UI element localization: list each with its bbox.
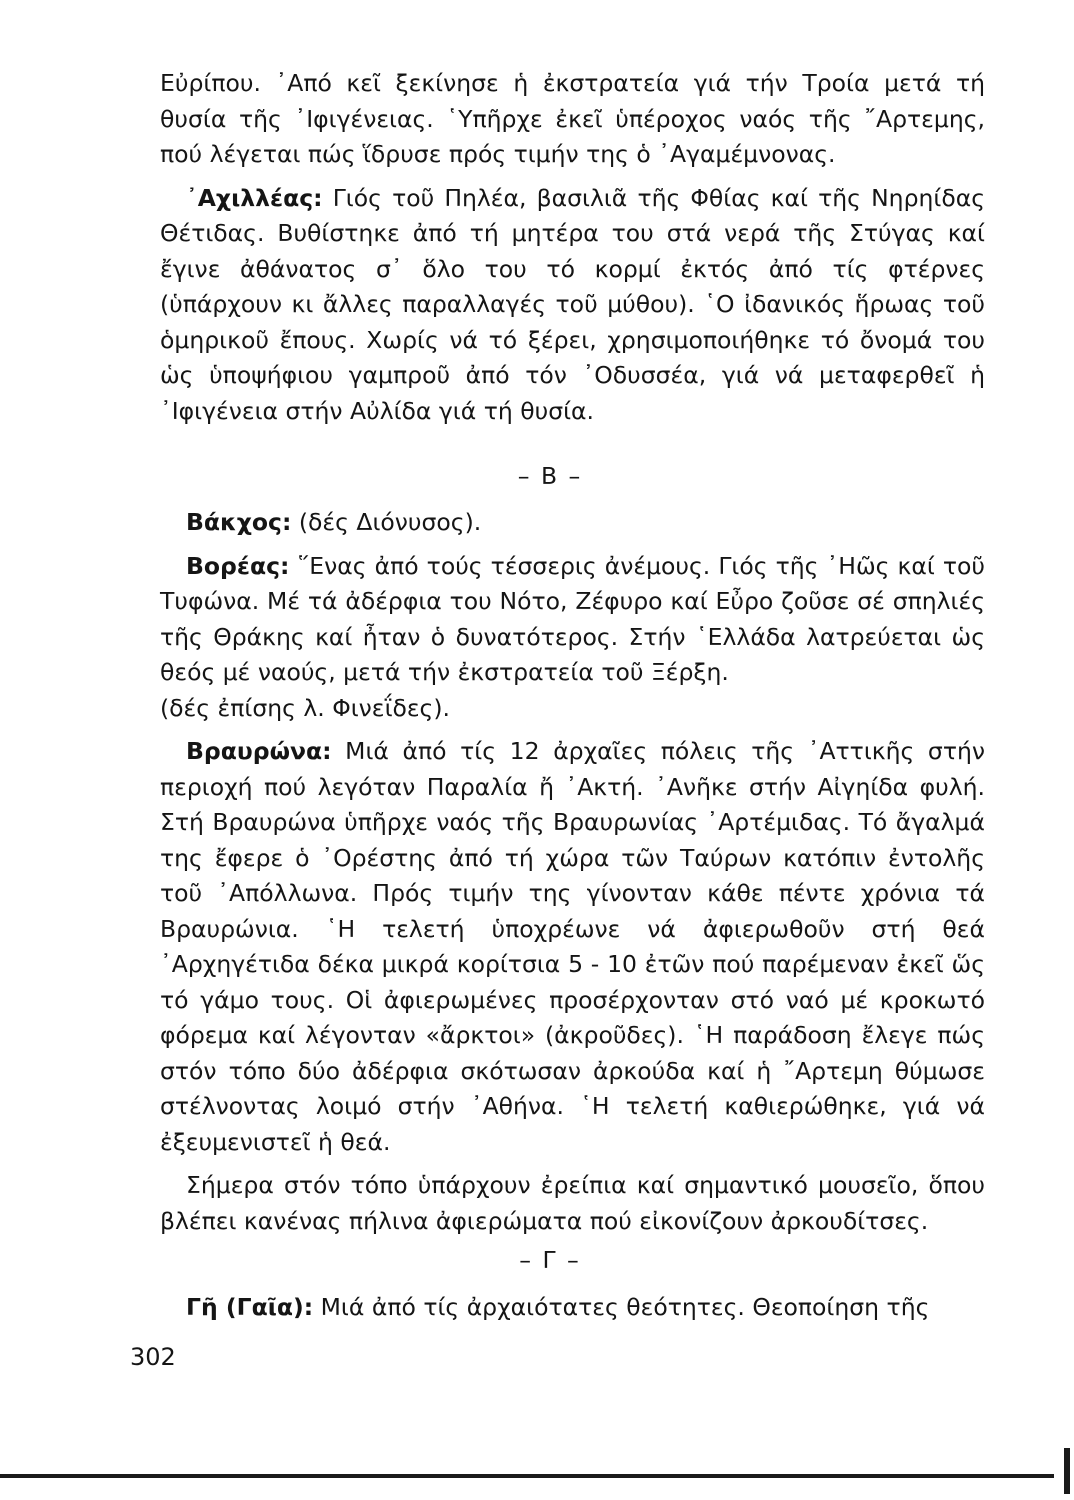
entry-term: Βραυρώνα: [186,737,332,765]
entry-vravrona-today: Σήμερα στόν τόπο ὑπάρχουν ἐρείπια καί σημαντικό μουσεῖο, ὅπου βλέπει κανένας πήλινα ἀφιερώματα πού εἰκονίζουν ἀρκουδίτσες. [160,1171,985,1235]
entry-vravrona [160,734,985,1160]
entry-term: ᾿Αχιλλέας: [186,183,323,212]
entry-text: ῞Ενας ἀπό τούς τέσσερις ἀνέμους. Γιός τῆς ᾿Ηῶς καί τοῦ Τυφώνα. Μέ τά ἀδέρφια του Νότο, Ζέφυρο καί Εὖρο ζοῦσε σέ σπηλιές τῆς Θράκης καί ἦταν ὁ δυνατότερος. Στήν ῾Ελλάδα λατρεύεται ὡς θεός μέ ναούς, μετά τήν ἐκστρατεία τοῦ Ξέρξη. [160,551,985,686]
entry-text: Μιά ἀπό τίς ἀρχαιότατες θεότητες. Θεοποίηση τῆς [313,1293,930,1321]
entry-text: Μιά ἀπό τίς 12 ἀρχαῖες πόλεις τῆς ᾿Αττικῆς στήν περιοχή πού λεγόταν Παραλία ἤ ᾿Ακτή. ᾿Ανῆκε στήν Αἰγηίδα φυλή. Στή Βραυρώνα ὑπῆρχε ναός τῆς Βραυρωνίας ᾿Αρτέμιδας. Τό ἄγαλμά της ἔφερε ὁ ᾿Ορέστης ἀπό τή χώρα τῶν Ταύρων κατόπιν ἐντολῆς τοῦ ᾿Απόλλωνα. Πρός τιμήν της γίνονταν κάθε πέντε χρόνια τά Βραυρώνια. ῾Η τελετή ὑποχρέωνε νά ἀφιερωθοῦν στή θεά ᾿Αρχηγέτιδα δέκα μικρά κορίτσια 5 - 10 ἐτῶν πού παρέμεναν ἐκεῖ ὥς τό γάμο τους. Οἱ ἀφιερωμένες προσέρχονταν στό ναό μέ κροκωτό φόρεμα καί λέγονταν «ἄρκτοι» (ἀκροῦδες). ῾Η παράδοση ἔλεγε πώς στόν τόπο δύο ἀδέρφια σκότωσαν ἀρκούδα καί ἡ ῎Αρτεμη θύμωσε στέλνοντας λοιμό στήν ᾿Αθήνα. ῾Η τελετή καθιερώθηκε, γιά νά ἐξευμενιστεῖ ἡ θεά. [160,737,985,1156]
entry-voreas-see-also: (δές ἐπίσης λ. Φινεΐδες). [160,693,450,722]
text-block-top [160,66,985,429]
text-block-g [160,1290,985,1326]
entry-text: (δές Διόνυσος). [291,508,482,536]
text-block-b [160,505,985,1239]
entry-term: Βορέας: [186,551,290,580]
entry-term: Γῆ (Γαῖα): [186,1293,314,1321]
entry-vakchos [160,505,985,541]
entry-achilleas [160,181,985,430]
entry-voreas [160,549,985,691]
scan-bottom-edge [0,1474,1054,1478]
entry-evripou-continuation [160,66,985,173]
entry-gi [160,1290,985,1326]
section-heading-g: – Γ – [519,1246,581,1274]
entry-text: Γιός τοῦ Πηλέα, βασιλιᾶ τῆς Φθίας καί τῆς Νηρηίδας Θέτιδας. Βυθίστηκε ἀπό τή μητέρα του στά νερά τῆς Στύγας καί ἔγινε ἀθάνατος σ᾿ ὅλο του τό κορμί ἐκτός ἀπό τίς φτέρνες (ὑπάρχουν κι ἄλλες παραλλαγές τοῦ μύθου). ῾Ο ἰδανικός ἥρωας τοῦ ὁμηρικοῦ ἔπους. Χωρίς νά τό ξέρει, χρησιμοποιήθηκε τό ὄνομά του ὡς ὑποψήφιου γαμπροῦ ἀπό τόν ᾿Οδυσσέα, γιά νά μεταφερθεῖ ἡ ᾿Ιφιγένεια στήν Αὐλίδα γιά τή θυσία. [160,183,985,425]
entry-term: Βάκχος: [186,508,292,536]
entry-text: Εὐρίπου. ᾿Από κεῖ ξεκίνησε ἡ ἐκστρατεία γιά τήν Τροία μετά τή θυσία τῆς ᾿Ιφιγένειας. ῾Υπῆρχε ἐκεῖ ὑπέροχος ναός τῆς ῎Αρτεμης, πού λέγεται πώς ἵδρυσε πρός τιμήν της ὁ ᾿Αγαμέμνονας. [160,69,985,168]
section-heading-b: – Β – [517,462,583,490]
page-number: 302 [130,1343,176,1371]
scan-corner-mark [1064,1448,1070,1494]
